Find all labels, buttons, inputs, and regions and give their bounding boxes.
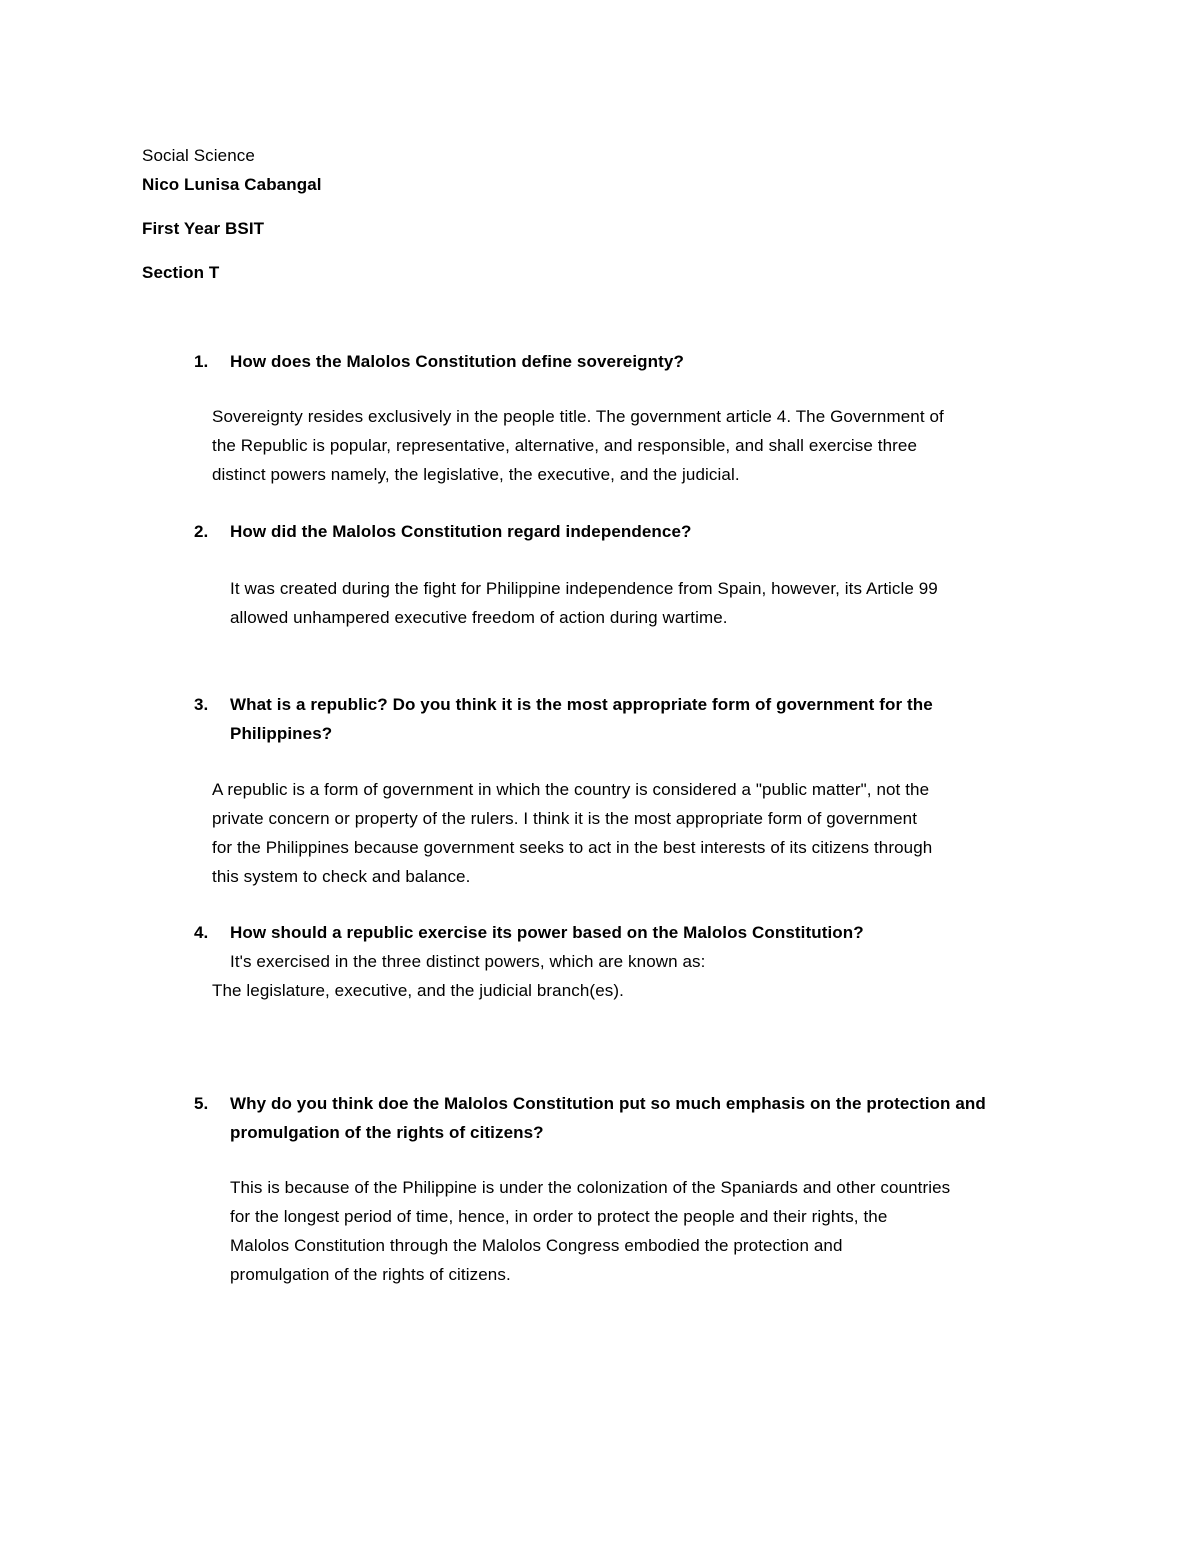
section-label: Section T [142, 263, 220, 282]
question-text: promulgation of the rights of citizens? [230, 1123, 544, 1142]
answer-text: It's exercised in the three distinct powers, which are known as: [230, 952, 706, 971]
question-number: 4. [194, 923, 209, 942]
answer-text: distinct powers namely, the legislative, the executive, and the judicial. [212, 465, 740, 484]
question-text: Why do you think doe the Malolos Constitution put so much emphasis on the protection and [230, 1094, 986, 1113]
answer-text: allowed unhampered executive freedom of action during wartime. [230, 608, 728, 627]
answer-text: promulgation of the rights of citizens. [230, 1265, 511, 1284]
answer-text: The legislature, executive, and the judicial branch(es). [212, 981, 624, 1000]
subject-title: Social Science [142, 146, 255, 165]
answer-text: Sovereignty resides exclusively in the people title. The government article 4. The Government of [212, 407, 944, 426]
question-text: Philippines? [230, 724, 333, 743]
question-number: 5. [194, 1094, 209, 1113]
question-number: 1. [194, 352, 209, 371]
answer-text: private concern or property of the rulers. I think it is the most appropriate form of government [212, 809, 918, 828]
answer-text: It was created during the fight for Philippine independence from Spain, however, its Article 99 [230, 579, 938, 598]
year-course: First Year BSIT [142, 219, 265, 238]
question-number: 3. [194, 695, 209, 714]
answer-text: A republic is a form of government in which the country is considered a "public matter", not the [212, 780, 930, 799]
question-number: 2. [194, 522, 209, 541]
question-text: How does the Malolos Constitution define sovereignty? [230, 352, 684, 371]
answer-text: this system to check and balance. [212, 867, 471, 886]
answer-text: for the longest period of time, hence, in order to protect the people and their rights, the [230, 1207, 888, 1226]
question-text: How should a republic exercise its power based on the Malolos Constitution? [230, 923, 864, 942]
question-text: What is a republic? Do you think it is the most appropriate form of government for the [230, 695, 933, 714]
answer-text: Malolos Constitution through the Malolos Congress embodied the protection and [230, 1236, 843, 1255]
student-name: Nico Lunisa Cabangal [142, 175, 322, 194]
question-text: How did the Malolos Constitution regard independence? [230, 522, 692, 541]
answer-text: for the Philippines because government seeks to act in the best interests of its citizens through [212, 838, 933, 857]
answer-text: This is because of the Philippine is under the colonization of the Spaniards and other countries [230, 1178, 951, 1197]
answer-text: the Republic is popular, representative, alternative, and responsible, and shall exercise three [212, 436, 918, 455]
